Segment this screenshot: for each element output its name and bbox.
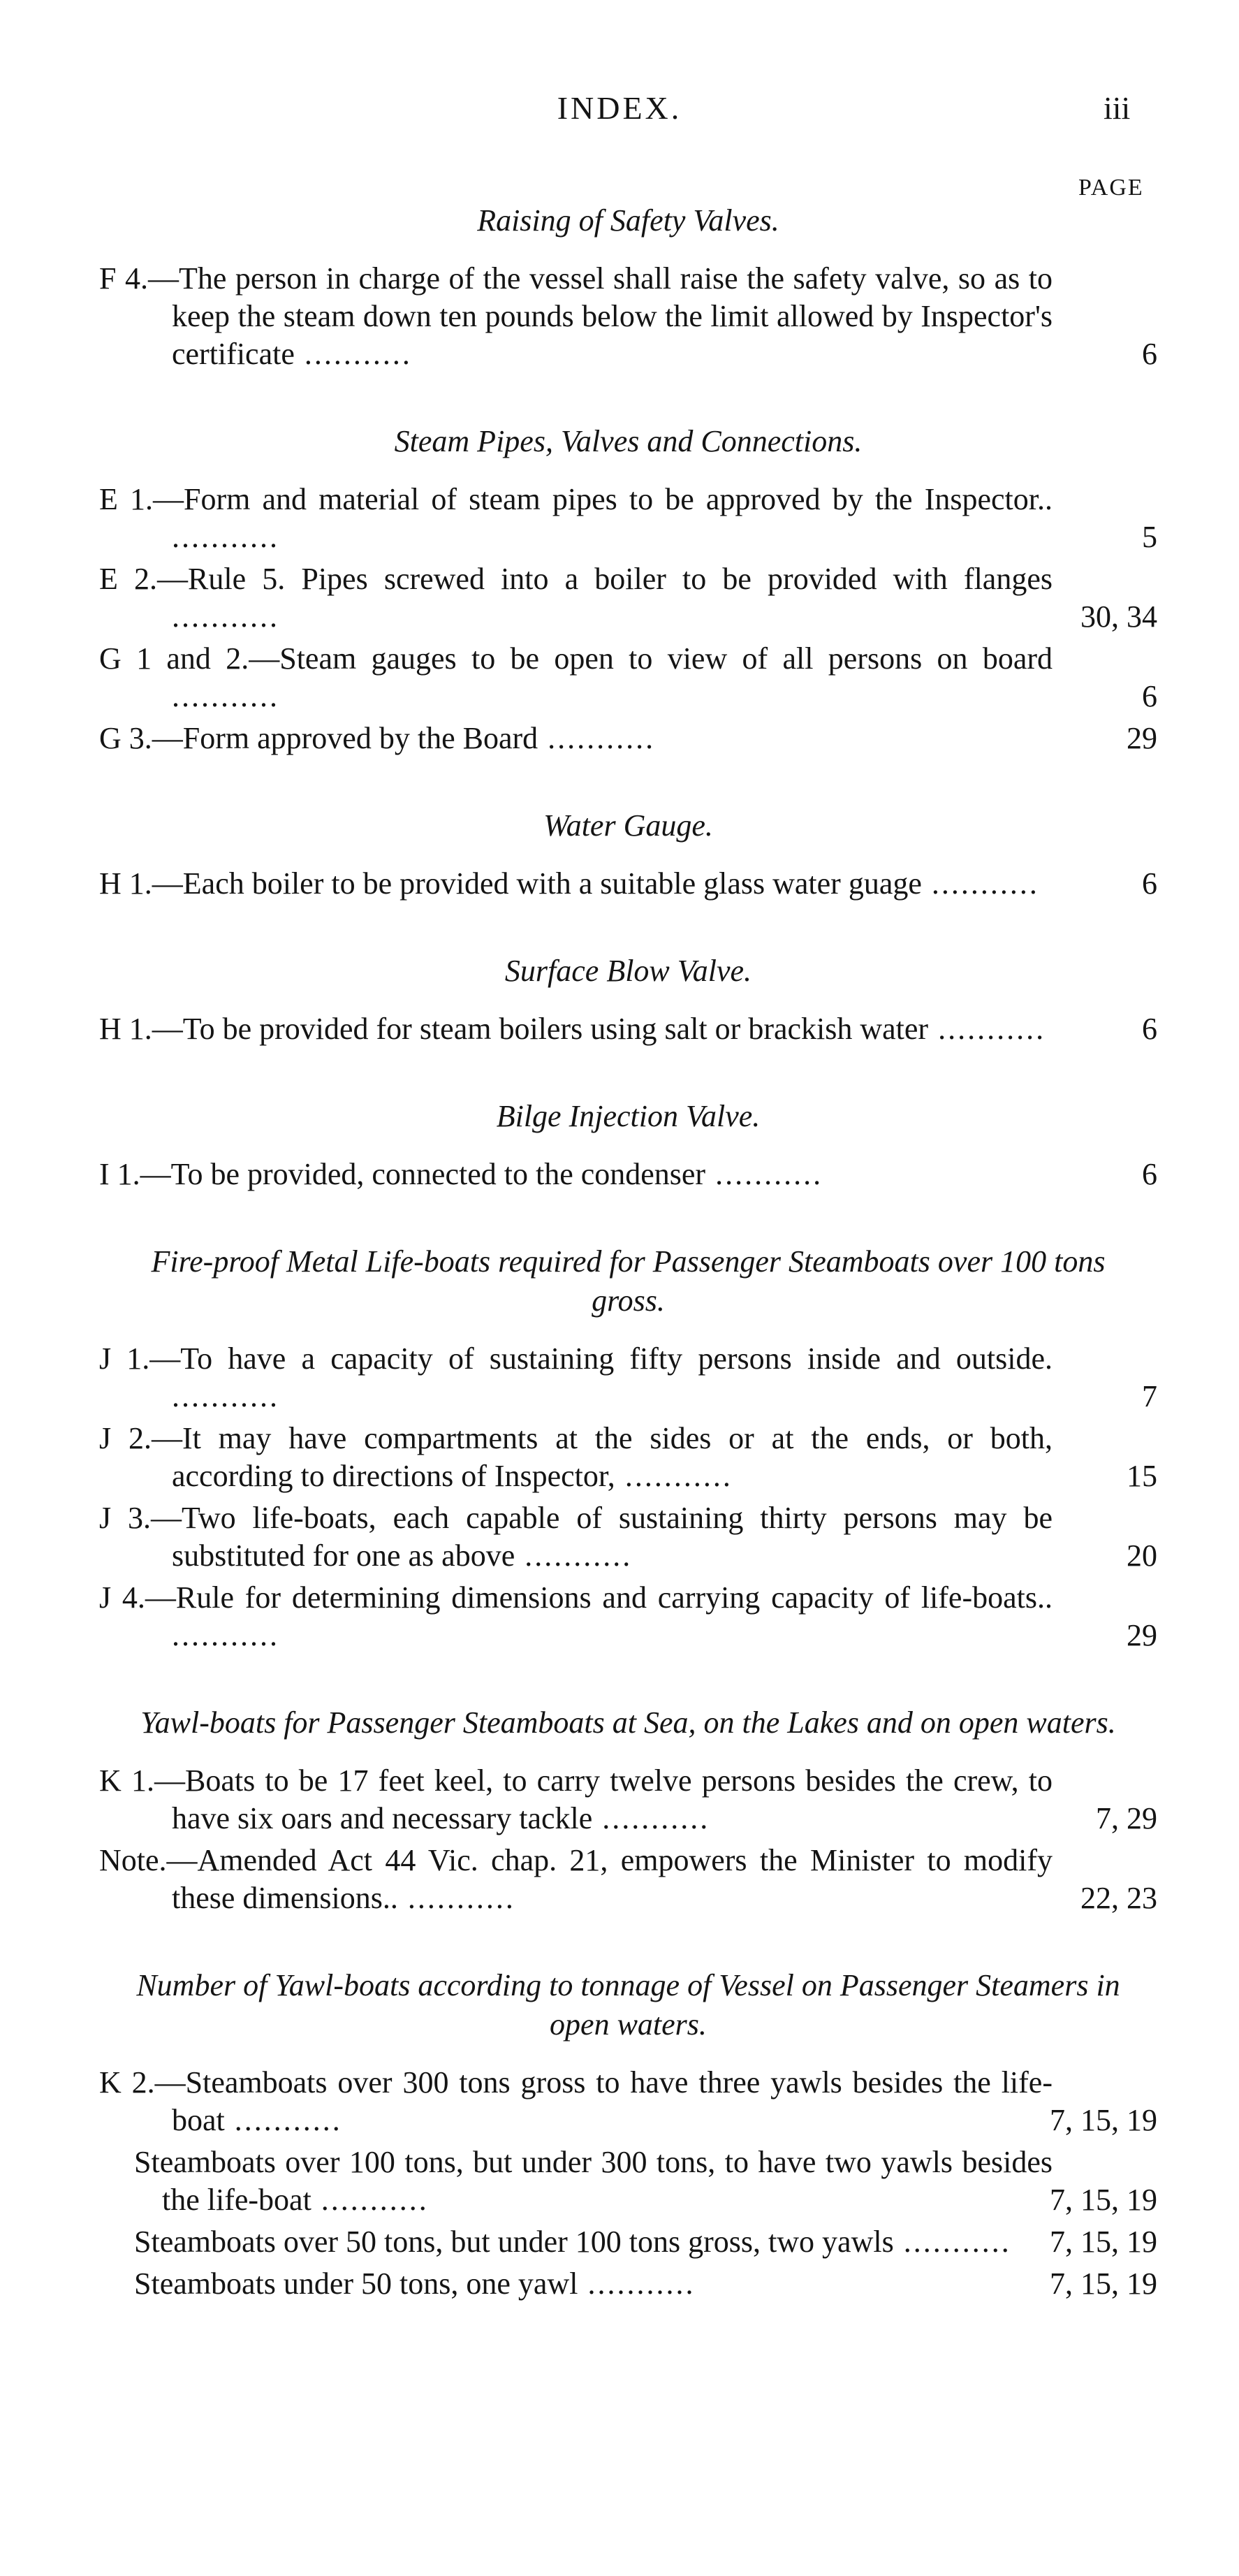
index-content: [99, 189, 1157, 2307]
dot-leader: ...........: [294, 337, 412, 371]
entry-text: —Rule for determining dimensions and carrying capacity of life-boats..: [145, 1580, 1053, 1615]
section-gap: [99, 907, 1157, 939]
entry-key: F 4.: [99, 261, 148, 296]
dot-leader: ...........: [224, 2103, 342, 2137]
section-gap: [99, 1198, 1157, 1230]
section-gap: [99, 1052, 1157, 1084]
index-section: [99, 422, 1157, 757]
section-title: Bilge Injection Valve.: [496, 1099, 761, 1133]
entry-key: J 4.: [99, 1580, 145, 1615]
entry-page-numbers: 5: [1142, 520, 1157, 554]
entry-key: E 1.: [99, 482, 153, 516]
entry-text: —Form and material of steam pipes to be approved by the Inspector..: [153, 482, 1053, 516]
entry-page-numbers: 6: [1142, 1157, 1157, 1191]
entry-text: —Steam gauges to be open to view of all persons on board: [249, 641, 1053, 676]
section-title: Number of Yawl-boats according to tonnage of Vessel on Passenger Steamers in open waters.: [136, 1968, 1120, 2042]
entry-body: [99, 481, 1053, 556]
index-entry: [99, 1762, 1157, 1838]
entry-page-numbers: 29: [1127, 1618, 1157, 1652]
entry-text: —The person in charge of the vessel shall raise the safety valve, so as to keep the steam down ten pounds below the limit allowed by Inspector's certificate: [148, 261, 1053, 371]
index-entry: [99, 1010, 1157, 1048]
entry-page-numbers: 15: [1127, 1459, 1157, 1493]
entry-body: [99, 2064, 1053, 2139]
entry-key: I 1.: [99, 1157, 140, 1191]
index-entry: [99, 720, 1157, 757]
entry-body: [99, 1579, 1053, 1654]
entry-text: —Rule 5. Pipes screwed into a boiler to be provided with flanges: [157, 562, 1053, 596]
page-number: iii: [1104, 90, 1131, 126]
index-section: [99, 952, 1157, 1048]
dot-leader: ...........: [705, 1157, 823, 1191]
index-section: [99, 201, 1157, 373]
index-entry: [99, 1499, 1157, 1575]
dot-leader: ...........: [615, 1459, 733, 1493]
section-title: Water Gauge.: [543, 808, 713, 843]
entry-text: —Boats to be 17 feet keel, to carry twelve persons besides the crew, to have six oars and necessary tackle: [154, 1763, 1053, 1835]
entry-page-numbers: 7, 15, 19: [1050, 2103, 1157, 2137]
index-entry: [99, 481, 1157, 556]
entry-key: K 2.: [99, 2065, 155, 2100]
entry-body: [99, 260, 1053, 373]
dot-leader: ...........: [893, 2225, 1011, 2259]
entry-page-numbers: 6: [1142, 866, 1157, 901]
entry-key: G 1 and 2.: [99, 641, 249, 676]
entry-key: J 1.: [99, 1341, 150, 1376]
dot-leader: ...........: [578, 2266, 696, 2301]
entry-page-numbers: 7, 15, 19: [1050, 2183, 1157, 2217]
index-section: [99, 1966, 1157, 2303]
index-section: [99, 1097, 1157, 1193]
entry-body: [99, 1499, 1053, 1575]
section-gap: [99, 762, 1157, 794]
entry-key: H 1.: [99, 866, 152, 901]
index-entry: [99, 2265, 1157, 2303]
index-entry: [99, 1842, 1157, 1917]
entry-text: —To be provided, connected to the condenser: [140, 1157, 706, 1191]
entry-page-numbers: 7, 29: [1096, 1801, 1157, 1835]
entry-body: [99, 865, 1053, 903]
index-entry: [99, 2144, 1157, 2219]
page-column-label: PAGE: [1078, 175, 1144, 201]
index-entry: [99, 2223, 1157, 2261]
entry-page-numbers: 22, 23: [1080, 1881, 1157, 1915]
index-entry: [99, 1156, 1157, 1193]
entry-text: Steamboats over 50 tons, but under 100 tons gross, two yawls: [134, 2225, 894, 2259]
entry-body: [99, 640, 1053, 715]
section-gap: [99, 1659, 1157, 1691]
dot-leader: ...........: [515, 1538, 633, 1573]
entry-text: —To be provided for steam boilers using salt or brackish water: [152, 1012, 929, 1046]
entry-text: —Amended Act 44 Vic. chap. 21, empowers the Minister to modify these dimensions..: [166, 1843, 1053, 1915]
entry-text: —Form approved by the Board: [152, 721, 538, 755]
section-title: Raising of Safety Valves.: [477, 203, 779, 238]
dot-leader: ...........: [172, 520, 279, 554]
index-entry: [99, 865, 1157, 903]
entry-key: J 3.: [99, 1501, 152, 1535]
index-entry: [99, 1579, 1157, 1654]
index-entry: [99, 260, 1157, 373]
index-entry: [99, 640, 1157, 715]
dot-leader: ...........: [397, 1881, 515, 1915]
section-title: Steam Pipes, Valves and Connections.: [394, 424, 863, 458]
index-section: [99, 1703, 1157, 1917]
entry-body: [99, 2265, 1053, 2303]
entry-page-numbers: 6: [1142, 1012, 1157, 1046]
section-title: Yawl-boats for Passenger Steamboats at Sea, on the Lakes and on open waters.: [140, 1705, 1116, 1740]
dot-leader: ...........: [928, 1012, 1046, 1046]
entry-key: J 2.: [99, 1421, 152, 1455]
entry-body: [99, 560, 1053, 636]
entry-body: [99, 1420, 1053, 1495]
entry-text: —It may have compartments at the sides or at the ends, or both, according to directions of Inspector,: [151, 1421, 1053, 1493]
entry-body: [99, 1156, 1053, 1193]
entry-key: H 1.: [99, 1012, 152, 1046]
entry-page-numbers: 29: [1127, 721, 1157, 755]
entry-page-numbers: 30, 34: [1080, 599, 1157, 634]
entry-page-numbers: 7, 15, 19: [1050, 2225, 1157, 2259]
entry-text: —Each boiler to be provided with a suitable glass water guage: [152, 866, 922, 901]
dot-leader: ...........: [172, 599, 279, 634]
entry-text: —To have a capacity of sustaining fifty persons inside and outside.: [149, 1341, 1053, 1376]
index-entry: [99, 1420, 1157, 1495]
dot-leader: ...........: [311, 2183, 429, 2217]
entry-body: [99, 1340, 1053, 1416]
entry-page-numbers: 7: [1142, 1379, 1157, 1413]
section-title: Fire-proof Metal Life-boats required for Passenger Steamboats over 100 tons gross.: [151, 1244, 1106, 1318]
index-entry: [99, 560, 1157, 636]
entry-text: —Steamboats over 300 tons gross to have three yawls besides the life-boat: [154, 2065, 1053, 2137]
entry-body: [99, 2144, 1053, 2219]
entry-body: [99, 720, 1053, 757]
entry-page-numbers: 6: [1142, 679, 1157, 713]
entry-page-numbers: 6: [1142, 337, 1157, 371]
entry-body: [99, 1762, 1053, 1838]
dot-leader: ...........: [538, 721, 656, 755]
section-title: Surface Blow Valve.: [504, 954, 752, 988]
entry-key: G 3.: [99, 721, 152, 755]
entry-page-numbers: 20: [1127, 1538, 1157, 1573]
entry-body: [99, 1842, 1053, 1917]
entry-text: Steamboats under 50 tons, one yawl: [134, 2266, 578, 2301]
section-gap: [99, 1921, 1157, 1953]
entry-text: Steamboats over 100 tons, but under 300 tons, to have two yawls besides the life-boat: [134, 2145, 1053, 2217]
entry-page-numbers: 7, 15, 19: [1050, 2266, 1157, 2301]
entry-body: [99, 1010, 1053, 1048]
index-section: [99, 806, 1157, 903]
entry-key: Note.: [99, 1843, 167, 1877]
dot-leader: ...........: [172, 1379, 279, 1413]
index-entry: [99, 1340, 1157, 1416]
page-title: INDEX.: [557, 90, 682, 126]
entry-text: —Two life-boats, each capable of sustaining thirty persons may be substituted for one as above: [151, 1501, 1053, 1573]
dot-leader: ...........: [592, 1801, 710, 1835]
dot-leader: ...........: [172, 679, 279, 713]
entry-body: [99, 2223, 1053, 2261]
index-section: [99, 1242, 1157, 1654]
entry-key: E 2.: [99, 562, 157, 596]
dot-leader: ...........: [921, 866, 1039, 901]
index-entry: [99, 2064, 1157, 2139]
section-gap: [99, 377, 1157, 409]
entry-key: K 1.: [99, 1763, 154, 1798]
dot-leader: ...........: [172, 1618, 279, 1652]
